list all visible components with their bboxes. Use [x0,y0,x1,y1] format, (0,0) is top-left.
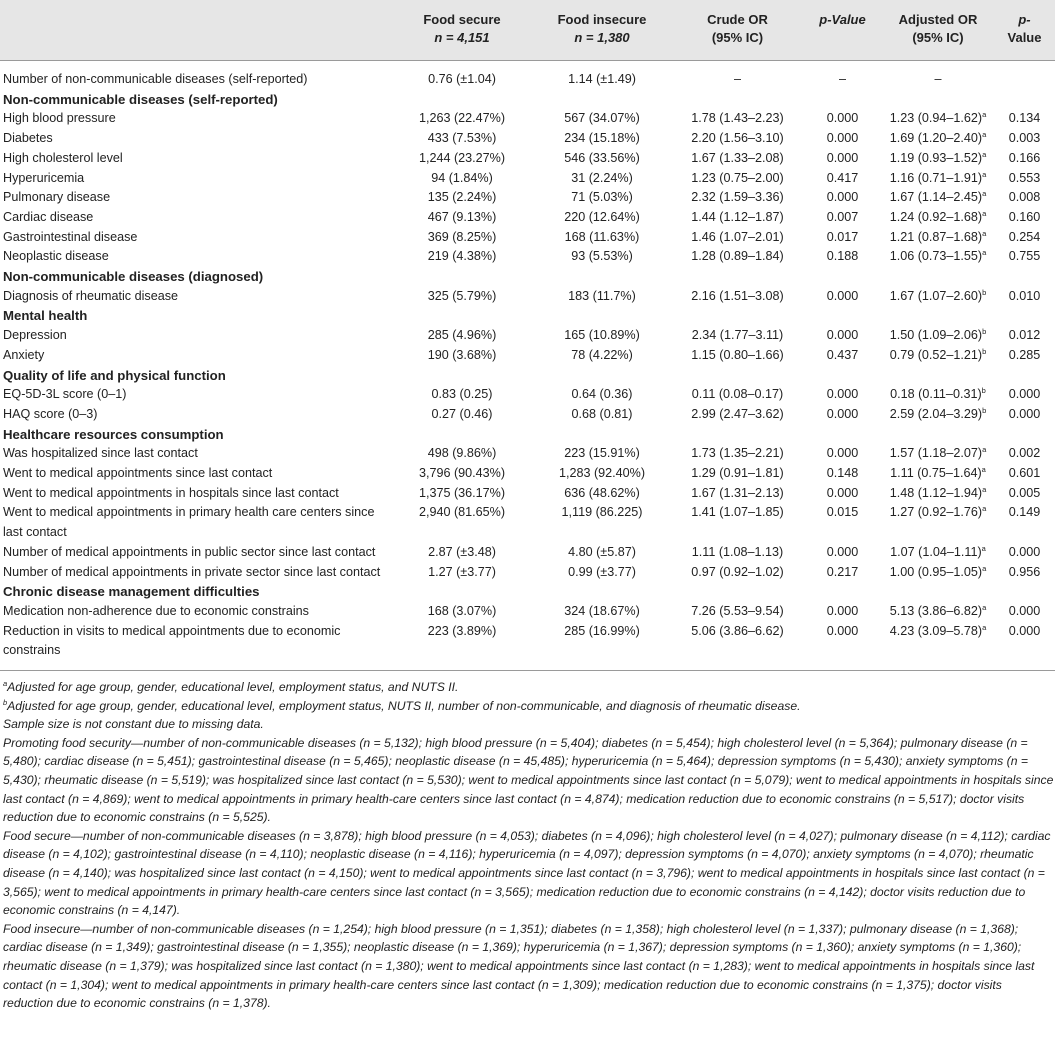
adjusted-or-value: 0.79 (0.52–1.21) [889,347,983,362]
table-row [0,129,1055,149]
row-label: Reduction in visits to medical appointments due to economic constrains [0,622,392,671]
cell-food-insecure: 220 (12.64%) [564,209,640,224]
cell-p-value: 0.000 [826,406,859,421]
row-label: HAQ score (0–3) [3,406,98,421]
cell-adjusted-or [882,503,994,542]
footnote-marker: b [982,346,987,356]
row-label: High cholesterol level [3,150,123,165]
cell-food-insecure: 4.80 (±5.87) [568,544,636,559]
footnote-text: Adjusted for age group, gender, educational level, employment status, NUTS II, number of non-communicable, and diagnosis of rheumatic disease. [7,698,801,713]
cell-crude-or: 0.11 (0.08–0.17) [691,387,784,402]
table-row [0,109,1055,129]
section-header-row [0,366,1055,386]
footnote-marker: a [982,149,987,159]
table-header-row [0,0,1055,61]
footnote-marker: a [982,622,987,632]
footnote-marker: a [982,248,987,258]
row-label: Went to medical appointments in primary health care centers since last contact [3,505,375,540]
cell-crude-or: 1.29 (0.91–1.81) [691,466,784,481]
cell-adjusted-p-value: 0.134 [1008,111,1041,126]
section-header-row [0,582,1055,602]
cell-food-insecure: 183 (11.7%) [568,288,636,303]
cell-adjusted-p-value: 0.254 [1008,229,1041,244]
cell-food-secure: 1,244 (23.27%) [418,150,506,165]
footnote-marker: a [981,464,986,474]
cell-food-secure: 325 (5.79%) [427,288,497,303]
row-label: Was hospitalized since last contact [3,446,198,461]
cell-adjusted-or [882,543,994,563]
cell-food-insecure: 0.68 (0.81) [571,406,633,421]
footnote [3,678,1055,697]
row-label: EQ-5D-3L score (0–1) [3,387,127,402]
header-adjusted-p-value [994,0,1055,61]
cell-p-value: 0.437 [826,347,859,362]
cell-food-secure: 2,940 (81.65%) [418,505,506,520]
footnote-text: Adjusted for age group, gender, educational level, employment status, and NUTS II. [7,680,459,695]
cell-adjusted-or [882,109,994,129]
cell-crude-or: 1.23 (0.75–2.00) [691,170,784,185]
row-label: Hyperuricemia [3,170,85,185]
cell-food-secure: 135 (2.24%) [427,190,497,205]
cell-adjusted-p-value: 0.000 [1008,544,1041,559]
cell-p-value: 0.000 [826,131,859,146]
header-adjusted-p-value-a: p- [1018,12,1031,27]
section-header-row [0,267,1055,287]
adjusted-or-value: 1.57 (1.18–2.07) [889,446,983,461]
cell-adjusted-or [882,385,994,405]
cell-adjusted-p-value: 0.002 [1008,446,1041,461]
header-food-secure [392,0,532,61]
footnote-text: Food insecure—number of non-communicable diseases (n = 1,254); high blood pressure (n = 1,351); diabetes (n = 1,358); high cholesterol level (n = 1,337); pulmonary disease (n = 1,368); cardiac disease (n = 1,349); gastrointestinal disease (n = 1,355); neoplastic disease (n = 1,369); hyperuricemia (n = 1,367); depression symptoms (n = 1,360); anxiety symptoms (n = 1,360); rheumatic disease (n = 1,379); was hospitalized since last contact (n = 1,380); went to medical appointments since last contact (n = 1,283); went to medical appointments in hospitals since last contact (n = 1,304); went to medical appointments in primary health-care centers since last contact (n = 1,309); medication reduction due to economic constrains (n = 1,375); doctor visits reduction due to economic constrains (n = 1,378). [3,921,1035,1011]
cell-p-value: 0.000 [826,111,859,126]
cell-crude-or: 1.67 (1.33–2.08) [691,150,784,165]
section-title: Mental health [3,308,88,324]
cell-adjusted-or [882,602,994,622]
section-title: Healthcare resources consumption [3,426,224,442]
header-food-secure-n: n = 4,151 [434,30,490,45]
header-food-secure-title: Food secure [423,12,501,27]
cell-p-value: 0.000 [826,328,859,343]
table-row [0,228,1055,248]
cell-food-insecure: 93 (5.53%) [571,249,633,264]
footnote [3,697,1055,716]
cell-crude-or: 1.78 (1.43–2.23) [691,111,784,126]
row-label: High blood pressure [3,111,116,126]
cell-food-insecure: 324 (18.67%) [564,603,640,618]
cell-food-secure: 0.83 (0.25) [431,387,493,402]
footnote-marker: a [982,484,987,494]
table-row [0,563,1055,583]
cell-adjusted-or [882,622,994,671]
cell-crude-or: 2.16 (1.51–3.08) [691,288,784,303]
cell-p-value: 0.000 [826,150,859,165]
cell-adjusted-or [882,169,994,189]
adjusted-or-value: 1.69 (1.20–2.40) [889,131,983,146]
cell-adjusted-p-value: 0.000 [1008,387,1041,402]
cell-crude-or: 5.06 (3.86–6.62) [672,622,803,671]
row-label: Number of medical appointments in public sector since last contact [3,544,376,559]
adjusted-or-value: 1.07 (1.04–1.11) [890,544,982,559]
cell-p-value: 0.015 [826,505,859,520]
header-food-insecure-title: Food insecure [557,12,647,27]
cell-food-secure: 285 (4.96%) [427,328,497,343]
table-row [0,287,1055,307]
cell-p-value: 0.000 [826,544,859,559]
footnote-marker: a [982,602,987,612]
cell-food-secure: 1,375 (36.17%) [418,485,506,500]
table-row [0,247,1055,267]
footnote-marker: a [982,208,987,218]
cell-crude-or: 1.28 (0.89–1.84) [691,249,784,264]
cell-food-secure: 498 (9.86%) [427,446,497,461]
cell-p-value: 0.000 [826,190,859,205]
footnote-marker: a [982,563,987,573]
cell-food-insecure: 1,283 (92.40%) [558,466,646,481]
cell-p-value: 0.000 [826,603,859,618]
cell-food-insecure: 636 (48.62%) [564,485,640,500]
cell-adjusted-or [882,563,994,583]
row-label: Gastrointestinal disease [3,229,138,244]
footnote [3,920,1055,1013]
adjusted-or-value: 4.23 (3.09–5.78) [889,623,983,638]
cell-adjusted-p-value: 0.755 [1008,249,1041,264]
adjusted-or-value: 1.48 (1.12–1.94) [889,485,983,500]
cell-crude-or: 2.20 (1.56–3.10) [691,131,784,146]
cell-food-insecure: 567 (34.07%) [564,111,640,126]
section-title: Non-communicable diseases (diagnosed) [3,269,264,285]
table-row [0,405,1055,425]
table-row [0,169,1055,189]
adjusted-or-value: 1.27 (0.92–1.76) [889,505,983,520]
cell-adjusted-p-value: 0.166 [1008,150,1041,165]
footnote-marker: b [3,697,8,707]
footnote-marker: a [982,110,987,120]
cell-food-insecure: 0.64 (0.36) [571,387,633,402]
cell-food-secure: 219 (4.38%) [427,249,497,264]
header-adjusted-or-title: Adjusted OR [898,12,978,27]
cell-crude-or: 1.44 (1.12–1.87) [691,209,784,224]
table-footnotes [0,671,1055,1013]
cell-adjusted-or [882,464,994,484]
cell-p-value: 0.007 [826,209,859,224]
footnote-text: Sample size is not constant due to missing data. [3,717,264,732]
footnote-marker: a [982,129,987,139]
table-row [0,622,1055,671]
cell-p-value: 0.217 [826,564,859,579]
cell-adjusted-p-value: 0.000 [1008,406,1041,421]
header-p-value-text: p-Value [819,12,866,27]
cell-adjusted-or [882,405,994,425]
cell-food-insecure: 223 (15.91%) [564,446,640,461]
cell-p-value: 0.188 [826,249,859,264]
footnote-marker: a [982,445,987,455]
row-label: Went to medical appointments in hospitals since last contact [3,485,339,500]
adjusted-or-value: 5.13 (3.86–6.82) [889,603,983,618]
table-row [0,464,1055,484]
cell-food-secure: 190 (3.68%) [427,347,497,362]
cell-p-value: 0.000 [826,288,859,303]
footnote [3,827,1055,920]
header-adjusted-or-ci: (95% IC) [912,30,964,45]
cell-adjusted-or [882,188,994,208]
cell-food-insecure: 31 (2.24%) [571,170,633,185]
cell-food-secure: 0.27 (0.46) [431,406,493,421]
cell-crude-or: 7.26 (5.53–9.54) [691,603,784,618]
cell-crude-or: 0.97 (0.92–1.02) [691,564,784,579]
cell-food-secure: 467 (9.13%) [427,209,497,224]
cell-food-insecure: 78 (4.22%) [571,347,633,362]
footnote [3,734,1055,827]
adjusted-or-value: 1.16 (0.71–1.91) [889,170,983,185]
cell-food-insecure: 285 (16.99%) [532,622,672,671]
cell-p-value: 0.000 [803,622,882,671]
row-label: Diabetes [3,131,53,146]
cell-food-insecure: 1.14 (±1.49) [568,72,636,86]
adjusted-or-value: – [934,72,942,86]
footnote-text: Promoting food security—number of non-communicable diseases (n = 5,132); high blood pressure (n = 5,404); diabetes (n = 5,454); high cholesterol level (n = 5,364); pulmonary disease (n = 5,480); cardiac disease (n = 5,451); gastrointestinal disease (n = 5,465); neoplastic disease (n = 45,485); hyperuricemia (n = 5,464); depression symptoms (n = 5,430); anxiety symptoms (n = 5,430); rheumatic disease (n = 5,519); was hospitalized since last contact (n = 5,530); went to medical appointments since last contact (n = 5,079); went to medical appointments in hospitals since last contact (n = 4,869); went to medical appointments in primary health-care centers since last contact (n = 4,874); medication reduction due to economic constrains (n = 5,517); doctor visits reduction due to economic constrains (n = 5,525). [3,735,1054,825]
header-crude-or-title: Crude OR [707,12,768,27]
cell-crude-or: 1.73 (1.35–2.21) [691,446,784,461]
cell-crude-or: 1.41 (1.07–1.85) [691,505,784,520]
table-body [0,61,1055,671]
adjusted-or-value: 1.00 (0.95–1.05) [889,564,983,579]
cell-p-value: 0.148 [826,466,859,481]
cell-food-secure: 223 (3.89%) [392,622,532,671]
adjusted-or-value: 1.06 (0.73–1.55) [889,249,983,264]
footnote-marker: b [982,405,987,415]
cell-adjusted-p-value: 0.553 [1008,170,1041,185]
cell-adjusted-p-value: 0.956 [1008,564,1041,579]
header-label [0,0,392,61]
cell-adjusted-p-value: 0.285 [1008,347,1041,362]
cell-crude-or: 1.67 (1.31–2.13) [691,485,784,500]
table-row [0,444,1055,464]
cell-adjusted-or [882,326,994,346]
row-label: Number of medical appointments in private sector since last contact [3,564,381,579]
table-row [0,385,1055,405]
cell-food-secure: 433 (7.53%) [427,131,497,146]
row-label: Neoplastic disease [3,249,109,264]
cell-food-secure: 369 (8.25%) [427,229,497,244]
footnote-text: Food secure—number of non-communicable diseases (n = 3,878); high blood pressure (n = 4,053); diabetes (n = 4,096); high cholesterol level (n = 4,027); pulmonary disease (n = 4,112); cardiac disease (n = 4,102); gastrointestinal disease (n = 4,110); neoplastic disease (n = 4,116); hyperuricemia (n = 4,097); depression symptoms (n = 4,070); anxiety symptoms (n = 4,070); rheumatic disease (n = 4,140); was hospitalized since last contact (n = 4,150); went to medical appointments since last contact (n = 3,796); went to medical appointments in hospitals since last contact (n = 3,565); went to medical appointments in primary health-care centers since last contact (n = 3,565); medication reduction due to economic constrains (n = 4,142); doctor visits reduction due to economic constrains (n = 4,147). [3,828,1051,918]
row-label: Depression [3,328,67,343]
adjusted-or-value: 1.21 (0.87–1.68) [889,229,983,244]
table-row [0,188,1055,208]
cell-adjusted-p-value: 0.000 [1008,603,1041,618]
adjusted-or-value: 1.24 (0.92–1.68) [889,209,983,224]
cell-adjusted-or [882,444,994,464]
adjusted-or-value: 0.18 (0.11–0.31) [890,387,982,402]
section-header-row [0,90,1055,110]
row-label: Cardiac disease [3,209,94,224]
cell-adjusted-or [882,129,994,149]
cell-food-insecure: 546 (33.56%) [564,150,640,165]
adjusted-or-value: 2.59 (2.04–3.29) [889,406,983,421]
adjusted-or-value: 1.50 (1.09–2.06) [889,328,983,343]
table-row [0,149,1055,169]
header-p-value [803,0,882,61]
cell-crude-or: 1.15 (0.80–1.66) [691,347,784,362]
cell-food-secure: 1.27 (±3.77) [428,564,496,579]
cell-crude-or: 1.46 (1.07–2.01) [691,229,784,244]
footnote-marker: b [982,287,987,297]
cell-adjusted-or [882,484,994,504]
cell-food-secure: 2.87 (±3.48) [428,544,496,559]
row-label: Went to medical appointments since last contact [3,466,273,481]
table-row [0,346,1055,366]
cell-adjusted-or [882,149,994,169]
adjusted-or-value: 1.19 (0.93–1.52) [889,150,983,165]
cell-adjusted-p-value: 0.005 [1008,485,1041,500]
table-row [0,484,1055,504]
cell-adjusted-or [882,61,994,90]
cell-adjusted-p-value: 0.000 [994,622,1055,671]
header-crude-or [672,0,803,61]
adjusted-or-value: 1.67 (1.14–2.45) [889,190,983,205]
table-row [0,208,1055,228]
footnote-marker: a [982,189,987,199]
cell-p-value: 0.000 [826,446,859,461]
table-row [0,326,1055,346]
section-title: Chronic disease management difficulties [3,584,260,600]
adjusted-or-value: 1.67 (1.07–2.60) [889,288,983,303]
cell-food-insecure: 71 (5.03%) [571,190,633,205]
cell-adjusted-or [882,247,994,267]
row-label: Medication non-adherence due to economic constrains [3,603,309,618]
cell-crude-or: – [733,72,741,86]
row-label: Number of non-communicable diseases (self-reported) [3,72,308,86]
cell-food-secure: 0.76 (±1.04) [428,72,496,86]
section-title: Quality of life and physical function [3,367,226,383]
header-food-insecure [532,0,672,61]
footnote-marker: a [3,679,8,689]
row-label: Diagnosis of rheumatic disease [3,288,179,303]
cell-food-secure: 168 (3.07%) [427,603,497,618]
cell-crude-or: 2.99 (2.47–3.62) [691,406,784,421]
section-title: Non-communicable diseases (self-reported) [3,91,278,107]
cell-adjusted-or [882,346,994,366]
cell-food-secure: 1,263 (22.47%) [418,111,506,126]
cell-adjusted-or [882,287,994,307]
table-row [0,602,1055,622]
cell-crude-or: 1.11 (1.08–1.13) [691,544,784,559]
header-adjusted-p-value-b: Value [1007,30,1042,45]
cell-p-value: 0.000 [826,485,859,500]
section-header-row [0,306,1055,326]
cell-adjusted-p-value: 0.008 [1008,190,1041,205]
cell-crude-or: 2.32 (1.59–3.36) [691,190,784,205]
section-header-row [0,425,1055,445]
cell-food-insecure: 1,119 (86.225) [561,505,643,520]
cell-p-value: 0.000 [826,387,859,402]
header-adjusted-or [882,0,994,61]
cell-adjusted-p-value: 0.149 [1008,505,1041,520]
table-row [0,61,1055,90]
adjusted-or-value: 1.23 (0.94–1.62) [889,111,983,126]
cell-food-secure: 3,796 (90.43%) [418,466,506,481]
cell-adjusted-p-value: 0.003 [1008,131,1041,146]
cell-adjusted-or [882,228,994,248]
header-crude-or-ci: (95% IC) [711,30,764,45]
footnote-marker: b [982,326,987,336]
footnote [3,715,1055,734]
footnote-marker: a [982,504,987,514]
cell-adjusted-p-value: 0.601 [1008,466,1041,481]
cell-food-insecure: 168 (11.63%) [564,229,640,244]
header-food-insecure-n: n = 1,380 [574,30,630,45]
table-row [0,543,1055,563]
cell-adjusted-p-value [994,61,1055,90]
footnote-marker: a [982,228,987,238]
footnote-marker: b [981,386,986,396]
cell-adjusted-p-value: 0.160 [1008,209,1041,224]
cell-p-value: 0.017 [826,229,859,244]
footnote-marker: a [982,169,987,179]
cell-food-secure: 94 (1.84%) [431,170,493,185]
cell-food-insecure: 165 (10.89%) [564,328,640,343]
cell-food-insecure: 234 (15.18%) [564,131,640,146]
cell-crude-or: 2.34 (1.77–3.11) [691,328,784,343]
cell-adjusted-p-value: 0.012 [1008,328,1041,343]
footnote-marker: a [981,543,986,553]
cell-adjusted-p-value: 0.010 [1008,288,1041,303]
row-label: Anxiety [3,347,45,362]
cell-adjusted-or [882,208,994,228]
row-label: Pulmonary disease [3,190,111,205]
adjusted-or-value: 1.11 (0.75–1.64) [890,466,982,481]
cell-p-value: 0.417 [826,170,859,185]
cell-food-insecure: 0.99 (±3.77) [568,564,636,579]
cell-p-value: – [838,72,846,86]
table-row [0,503,1055,542]
